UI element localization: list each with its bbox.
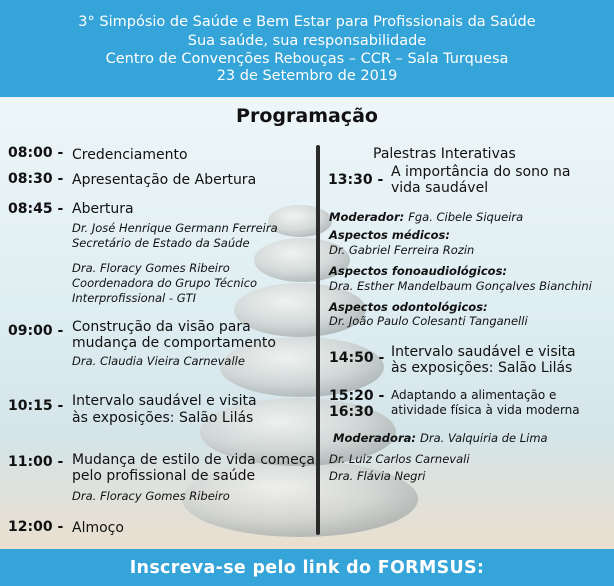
- event-header: [0, 0, 614, 97]
- moderator-label: Moderador: Fga. Cibele Siqueira: [329, 210, 524, 224]
- event-1015: Intervalo saudável e visita: [72, 393, 257, 409]
- event-1450: Intervalo saudável e visita: [391, 344, 576, 360]
- event-0900: mudança de comportamento: [72, 335, 276, 351]
- time-0900: 09:00 -: [8, 323, 64, 339]
- program-area: [0, 97, 614, 549]
- speaker-name: Dr. Luiz Carlos Carnevali: [329, 452, 470, 466]
- event-0830: Apresentação de Abertura: [72, 172, 257, 188]
- event-1450: às exposições: Salão Lilás: [391, 360, 573, 376]
- time-1450: 14:50 -: [329, 350, 385, 366]
- speaker-name: Dra. Floracy Gomes Ribeiro: [72, 489, 230, 503]
- time-0830: 08:30 -: [8, 171, 64, 187]
- time-0845: 08:45 -: [8, 201, 64, 217]
- speaker-name: Dra. Floracy Gomes Ribeiro: [72, 261, 230, 275]
- speaker-name: Dr. Gabriel Ferreira Rozin: [329, 243, 475, 257]
- event-title: 3° Simpósio de Saúde e Bem Estar para Profissionais da Saúde: [78, 14, 536, 30]
- event-0900: Construção da visão para: [72, 319, 251, 335]
- speaker-name: Dra. Esther Mandelbaum Gonçalves Bianchini: [329, 279, 592, 293]
- program-title: Programação: [236, 105, 378, 127]
- event-1520: atividade física à vida moderna: [391, 403, 580, 417]
- speaker-role: Coordenadora do Grupo Técnico: [72, 276, 258, 290]
- event-date: 23 de Setembro de 2019: [216, 68, 398, 84]
- event-venue: Centro de Convenções Rebouças – CCR – Sala Turquesa: [105, 51, 509, 67]
- signup-text: Inscreva-se pelo link do FORMSUS:: [129, 558, 485, 578]
- time-1200: 12:00 -: [8, 519, 64, 535]
- event-slogan: Sua saúde, sua responsabilidade: [187, 33, 427, 49]
- time-1520: 15:20 -: [329, 388, 385, 404]
- speaker-name: Dr. José Henrique Germann Ferreira: [72, 221, 278, 235]
- event-1015: às exposições: Salão Lilás: [72, 410, 254, 426]
- column-divider: [316, 145, 320, 535]
- speaker-role: Secretário de Estado da Saúde: [72, 236, 250, 250]
- time-1330: 13:30 -: [328, 172, 384, 188]
- event-0845: Abertura: [72, 201, 134, 217]
- event-0800: Credenciamento: [72, 147, 188, 163]
- time-0800: 08:00 -: [8, 145, 64, 161]
- speaker-role: Interprofissional - GTI: [72, 291, 197, 305]
- event-1330: A importância do sono na: [391, 164, 571, 180]
- event-1100: Mudança de estilo de vida começa: [72, 452, 315, 468]
- moderator-label: Moderadora: Dra. Valquiria de Lima: [333, 431, 548, 445]
- section-label: Aspectos fonoaudiológicos:: [329, 264, 508, 278]
- right-heading: Palestras Interativas: [373, 146, 516, 162]
- time-1100: 11:00 -: [8, 454, 64, 470]
- signup-banner: [0, 549, 614, 586]
- event-1100: pelo profissional de saúde: [72, 468, 256, 484]
- speaker-name: Dra. Flávia Negri: [329, 469, 426, 483]
- event-1520: Adaptando a alimentação e: [391, 388, 557, 402]
- event-1330: vida saudável: [391, 180, 489, 196]
- section-label: Aspectos odontológicos:: [329, 300, 488, 314]
- section-label: Aspectos médicos:: [329, 228, 450, 242]
- speaker-name: Dra. Claudia Vieira Carnevalle: [72, 354, 245, 368]
- event-1200: Almoço: [72, 520, 124, 536]
- time-1630: 16:30: [329, 404, 374, 420]
- time-1015: 10:15 -: [8, 398, 64, 414]
- speaker-name: Dr. João Paulo Colesanti Tanganelli: [329, 314, 528, 328]
